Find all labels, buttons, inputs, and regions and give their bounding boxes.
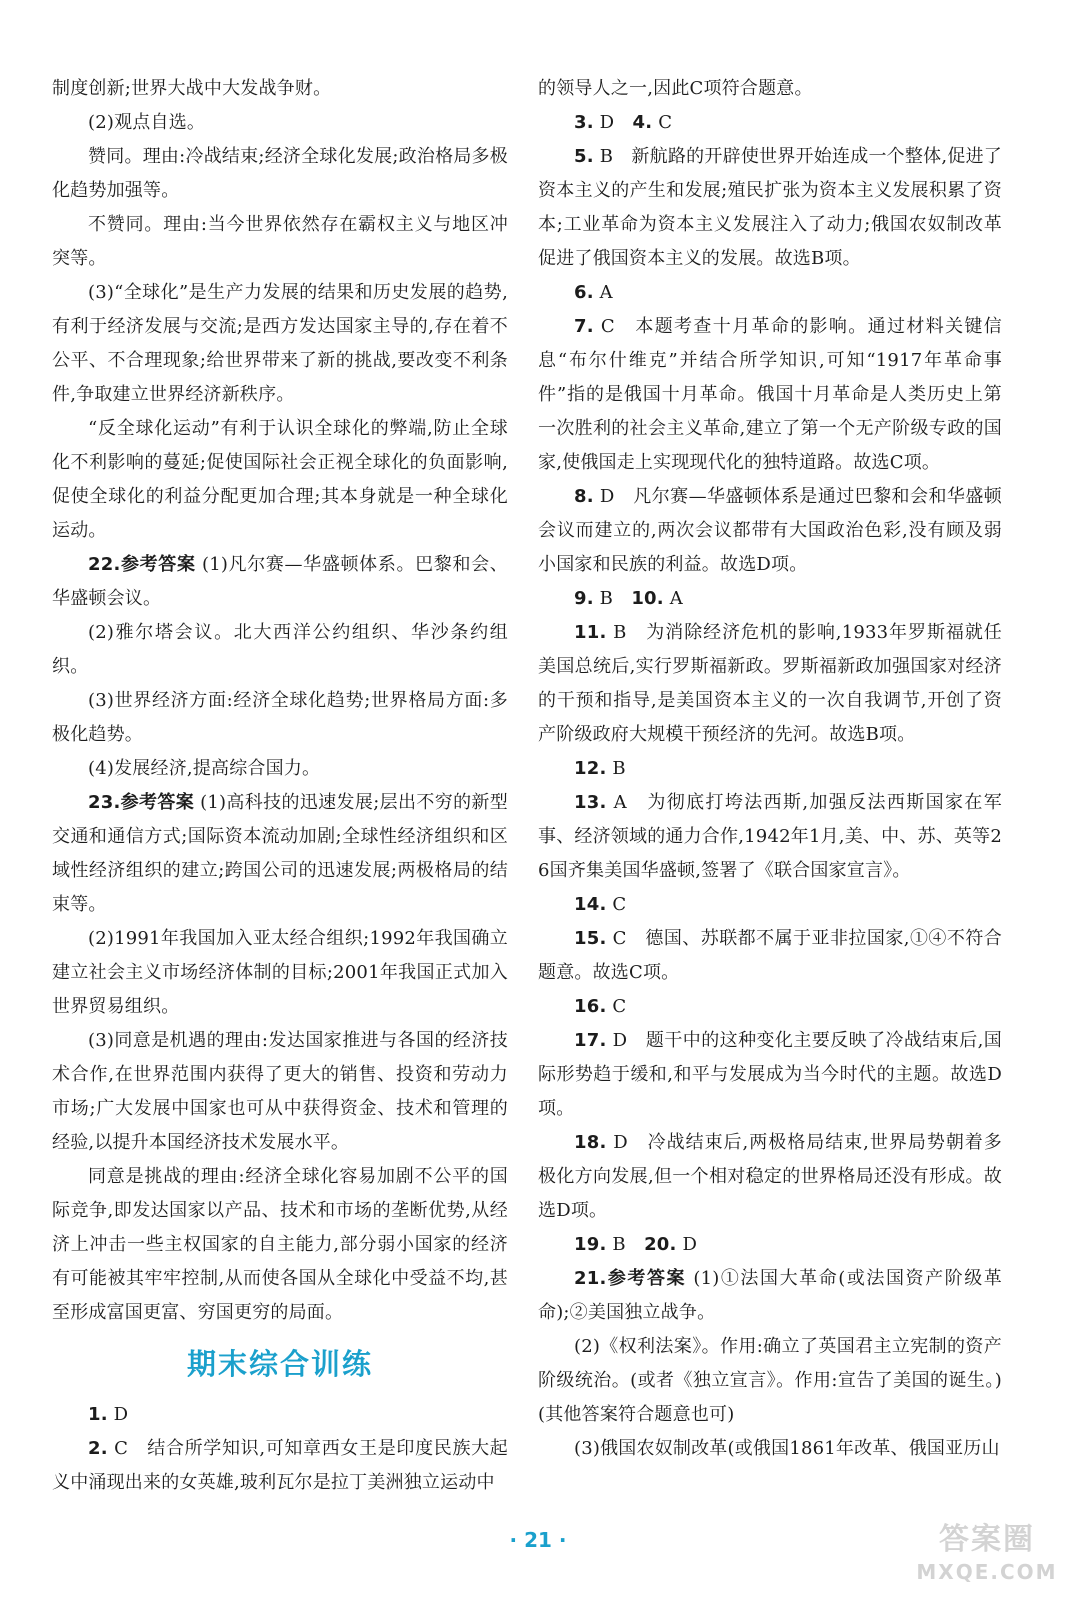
answer-keyword: 参考答案 [120,554,196,575]
answer-text: (2)观点自选。 [88,112,206,133]
answer-paragraph [538,310,1002,480]
question-number: 21. [574,1268,607,1289]
answer-text: C [606,894,627,915]
answer-text: D [593,112,633,133]
answer-text: 同意是挑战的理由:经济全球化容易加剧不公平的国际竞争,即发达国家以产品、技术和市场的垄断优势,从经济上冲击一些主权国家的自主能力,部分弱小国家的经济有可能被其牢牢控制,从而使各国从全球化中受益不均,甚至形成富国更富、穷国更穷的局面。 [52,1166,508,1323]
answer-text: C [606,996,627,1017]
right-column [538,72,1002,1466]
answer-text: 不赞同。理由:当今世界依然存在霸权主义与地区冲突等。 [52,214,508,269]
left-column [52,72,508,1500]
answer-text: B [593,588,632,609]
question-number: 22. [88,554,121,575]
answer-paragraph [52,548,508,616]
answer-paragraph [538,276,1002,310]
answer-text: (3)同意是机遇的理由:发达国家推进与各国的经济技术合作,在世界范围内获得了更大的销售、投资和劳动力市场;广大发展中国家也可从中获得资金、技术和管理的经验,以提升本国经济技术发展水平。 [52,1030,508,1153]
answer-paragraph [52,1160,508,1330]
answer-text: A [593,282,613,303]
answer-text: B 新航路的开辟使世界开始连成一个整体,促进了资本主义的产生和发展;殖民扩张为资本主义发展积累了资本;工业革命为资本主义发展注入了动力;俄国农奴制改革促进了俄国资本主义的发展。故选B项。 [538,146,1002,269]
answer-text: D [676,1234,698,1255]
answer-text: D 冷战结束后,两极格局结束,世界局势朝着多极化方向发展,但一个相对稳定的世界格局还没有形成。故选D项。 [538,1132,1002,1221]
answer-paragraph [538,1330,1002,1432]
answer-text: A 为彻底打垮法西斯,加强反法西斯国家在军事、经济领域的通力合作,1942年1月,美、中、苏、英等26国齐集美国华盛顿,签署了《联合国家宣言》。 [538,792,1002,881]
answer-paragraph [538,752,1002,786]
answer-text: (1)①法国大革命(或法国资产阶级革命);②美国独立战争。 [538,1268,1002,1323]
question-number: 14. [574,894,607,915]
answer-text: (3)“全球化”是生产力发展的结果和历史发展的趋势,有利于经济发展与交流;是西方发达国家主导的,存在着不公平、不合理现象;给世界带来了新的挑战,要改变不利条件,争取建立世界经济新秩序。 [52,282,508,405]
question-number: 11. [574,622,607,643]
answer-text: C 结合所学知识,可知章西女王是印度民族大起义中涌现出来的女英雄,玻利瓦尔是拉丁美洲独立运动中 [52,1438,508,1493]
answer-paragraph [538,1432,1002,1466]
question-number: 1. [88,1404,108,1425]
answer-text: B 为消除经济危机的影响,1933年罗斯福就任美国总统后,实行罗斯福新政。罗斯福新政加强国家对经济的干预和指导,是美国资本主义的一次自我调节,开创了资产阶级政府大规模干预经济的先河。故选B项。 [538,622,1002,745]
section-title: 期末综合训练 [186,1347,373,1381]
answer-text: C 本题考查十月革命的影响。通过材料关键信息“布尔什维克”并结合所学知识,可知“1917年革命事件”指的是俄国十月革命。俄国十月革命是人类历史上第一次胜利的社会主义革命,建立了第一个无产阶级专政的国家,使俄国走上实现现代化的独特道路。故选C项。 [538,316,1002,473]
question-number: 18. [574,1132,607,1153]
answer-keyword: 参考答案 [120,792,195,813]
answer-paragraph [538,106,1002,140]
answer-paragraph [52,1398,508,1432]
answer-text: (4)发展经济,提高综合国力。 [88,758,321,779]
answer-text: (1)凡尔赛—华盛顿体系。巴黎和会、华盛顿会议。 [52,554,508,609]
answer-paragraph [52,1432,508,1500]
question-number: 9. [574,588,594,609]
answer-paragraph [52,684,508,752]
answer-text: B [606,1234,645,1255]
answer-text: D 题干中的这种变化主要反映了冷战结束后,国际形势趋于缓和,和平与发展成为当今时代的主题。故选D项。 [538,1030,1002,1119]
answer-text: D 凡尔赛—华盛顿体系是通过巴黎和会和华盛顿会议而建立的,两次会议都带有大国政治色彩,没有顾及弱小国家和民族的利益。故选D项。 [538,486,1002,575]
question-number: 13. [574,792,607,813]
answer-paragraph [538,480,1002,582]
question-number: 3. [574,112,594,133]
answer-paragraph [52,1024,508,1160]
answer-paragraph [538,1262,1002,1330]
watermark-text-top: 答案圈 [939,1522,1035,1557]
watermark-text-bottom: MXQE.COM [916,1560,1058,1584]
question-number: 17. [574,1030,607,1051]
question-number: 15. [574,928,607,949]
answer-paragraph [538,990,1002,1024]
answer-paragraph [52,106,508,140]
question-number: 4. [632,112,653,133]
answer-paragraph [538,1126,1002,1228]
answer-paragraph [52,276,508,412]
question-number: 6. [574,282,594,303]
answer-text: (2)《权利法案》。作用:确立了英国君主立宪制的资产阶级统治。(或者《独立宣言》。作用:宣告了美国的诞生。)(其他答案符合题意也可) [538,1336,1002,1425]
question-number: 16. [574,996,607,1017]
answer-paragraph [538,1024,1002,1126]
question-number: 2. [88,1438,108,1459]
answer-paragraph [538,1228,1002,1262]
watermark-logo [912,1520,1062,1590]
answer-paragraph [52,140,508,208]
answer-paragraph [52,922,508,1024]
question-number: 20. [644,1234,677,1255]
answer-paragraph [538,72,1002,106]
answer-keyword: 参考答案 [606,1268,687,1289]
answer-paragraph [538,922,1002,990]
answer-paragraph [52,786,508,922]
question-number: 12. [574,758,607,779]
answer-paragraph [52,72,508,106]
answer-text: (3)世界经济方面:经济全球化趋势;世界格局方面:多极化趋势。 [52,690,508,745]
question-number: 8. [574,486,594,507]
answer-text: (2)1991年我国加入亚太经合组织;1992年我国确立建立社会主义市场经济体制的目标;2001年我国正式加入世界贸易组织。 [52,928,508,1017]
answer-paragraph [538,582,1002,616]
question-number: 5. [574,146,594,167]
answer-paragraph [52,208,508,276]
answer-text: 制度创新;世界大战中大发战争财。 [52,78,332,99]
answer-paragraph [538,786,1002,888]
answer-paragraph [538,140,1002,276]
answer-paragraph [52,752,508,786]
question-number: 10. [631,588,664,609]
question-number: 19. [574,1234,607,1255]
answer-text: (2)雅尔塔会议。北大西洋公约组织、华沙条约组织。 [52,622,508,677]
answer-paragraph [538,888,1002,922]
answer-text: (3)俄国农奴制改革(或俄国1861年改革、俄国亚历山 [574,1438,1000,1459]
answer-paragraph [538,616,1002,752]
answer-text: B [606,758,626,779]
answer-text: (1)高科技的迅速发展;层出不穷的新型交通和通信方式;国际资本流动加剧;全球性经济组织和区域性经济组织的建立;跨国公司的迅速发展;两极格局的结束等。 [52,792,508,915]
answer-text: A [663,588,683,609]
question-number: 7. [574,316,594,337]
answer-text: “反全球化运动”有利于认识全球化的弊端,防止全球化不利影响的蔓延;促使国际社会正视全球化的负面影响,促使全球化的利益分配更加合理;其本身就是一种全球化运动。 [52,418,508,541]
question-number: 23. [88,792,121,813]
answer-paragraph [52,616,508,684]
answer-text: D [107,1404,129,1425]
answer-text: C 德国、苏联都不属于亚非拉国家,①④不符合题意。故选C项。 [538,928,1002,983]
answer-paragraph [52,412,508,548]
answer-text: 的领导人之一,因此C项符合题意。 [538,78,813,99]
page-number: · 21 · [509,1528,567,1552]
answer-text: C [652,112,673,133]
answer-text: 赞同。理由:冷战结束;经济全球化发展;政治格局多极化趋势加强等。 [52,146,508,201]
